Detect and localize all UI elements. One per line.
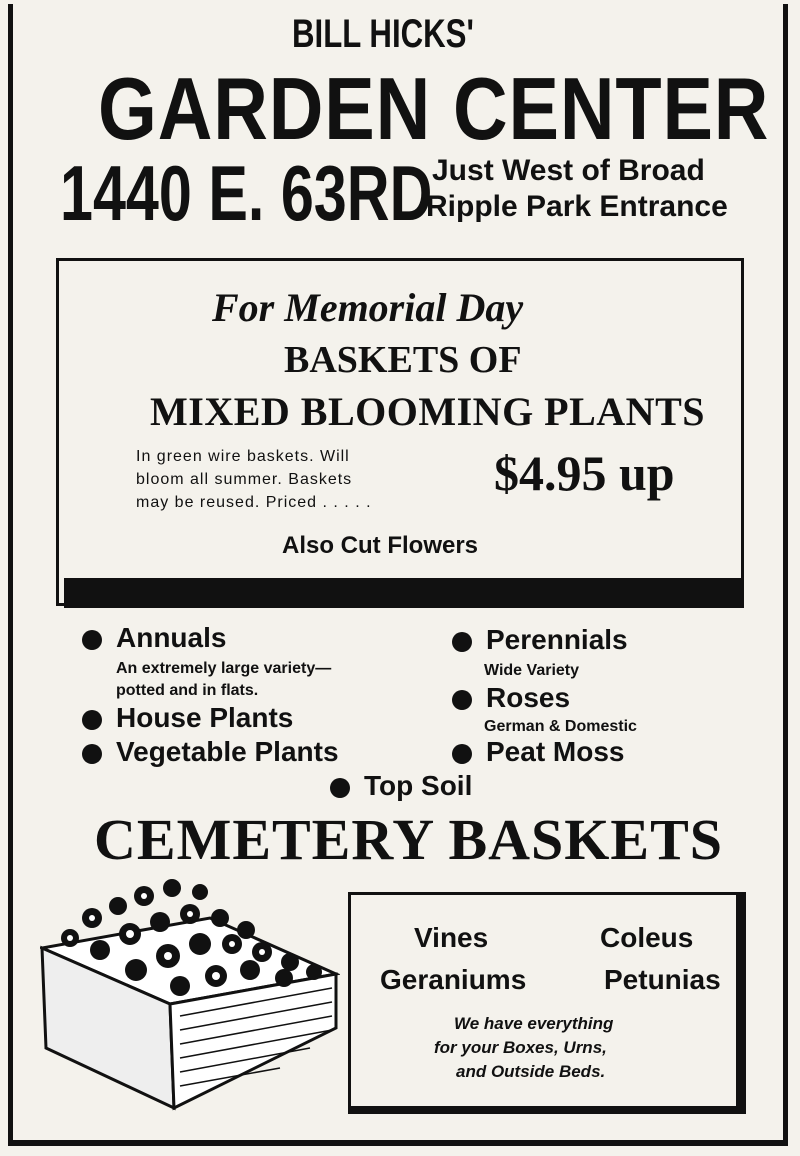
headline-line-1: BASKETS OF	[284, 339, 522, 381]
bedding-note-line-1: We have everything	[454, 1014, 614, 1033]
cemetery-headline: CEMETERY BASKETS	[94, 807, 724, 872]
bullet-annuals	[82, 630, 102, 650]
bedding-note-line-2: for your Boxes, Urns,	[434, 1038, 607, 1057]
item-peat-moss: Peat Moss	[486, 736, 625, 767]
bullet-roses	[452, 690, 472, 710]
item-house-plants: House Plants	[116, 702, 294, 733]
bullet-vegetable-plants	[82, 744, 102, 764]
annuals-note-line-1: An extremely large variety—	[116, 660, 332, 677]
item-vines: Vines	[414, 922, 489, 953]
street-address: 1440 E. 63RD	[60, 149, 433, 237]
bullet-peat-moss	[452, 744, 472, 764]
occasion-heading: For Memorial Day	[212, 285, 524, 330]
item-top-soil: Top Soil	[364, 770, 473, 801]
roses-note: German & Domestic	[484, 718, 637, 735]
item-perennials: Perennials	[486, 624, 628, 655]
description-line-3: may be reused. Priced . . . . .	[136, 494, 372, 511]
directions-line-2: Ripple Park Entrance	[426, 190, 728, 223]
item-roses: Roses	[486, 682, 571, 713]
bullet-perennials	[452, 632, 472, 652]
bullet-house-plants	[82, 710, 102, 730]
perennials-note: Wide Variety	[484, 662, 580, 679]
bedding-note-line-3: and Outside Beds.	[456, 1062, 606, 1081]
item-geraniums: Geraniums	[380, 964, 527, 995]
price: $4.95 up	[494, 445, 675, 501]
directions-line-1: Just West of Broad	[432, 154, 705, 187]
item-annuals: Annuals	[116, 622, 227, 653]
also-cut-flowers: Also Cut Flowers	[282, 532, 479, 559]
annuals-note-line-2: potted and in flats.	[116, 682, 259, 699]
description-line-1: In green wire baskets. Will	[136, 448, 350, 465]
item-coleus: Coleus	[600, 922, 694, 953]
description-line-2: bloom all summer. Baskets	[136, 471, 353, 488]
business-name: GARDEN CENTER	[98, 59, 770, 158]
headline-line-2: MIXED BLOOMING PLANTS	[150, 389, 705, 434]
owner-name: BILL HICKS'	[292, 12, 474, 56]
bullet-top-soil	[330, 778, 350, 798]
item-petunias: Petunias	[604, 964, 721, 995]
item-vegetable-plants: Vegetable Plants	[116, 736, 339, 767]
planter-box-illustration	[40, 878, 340, 1118]
